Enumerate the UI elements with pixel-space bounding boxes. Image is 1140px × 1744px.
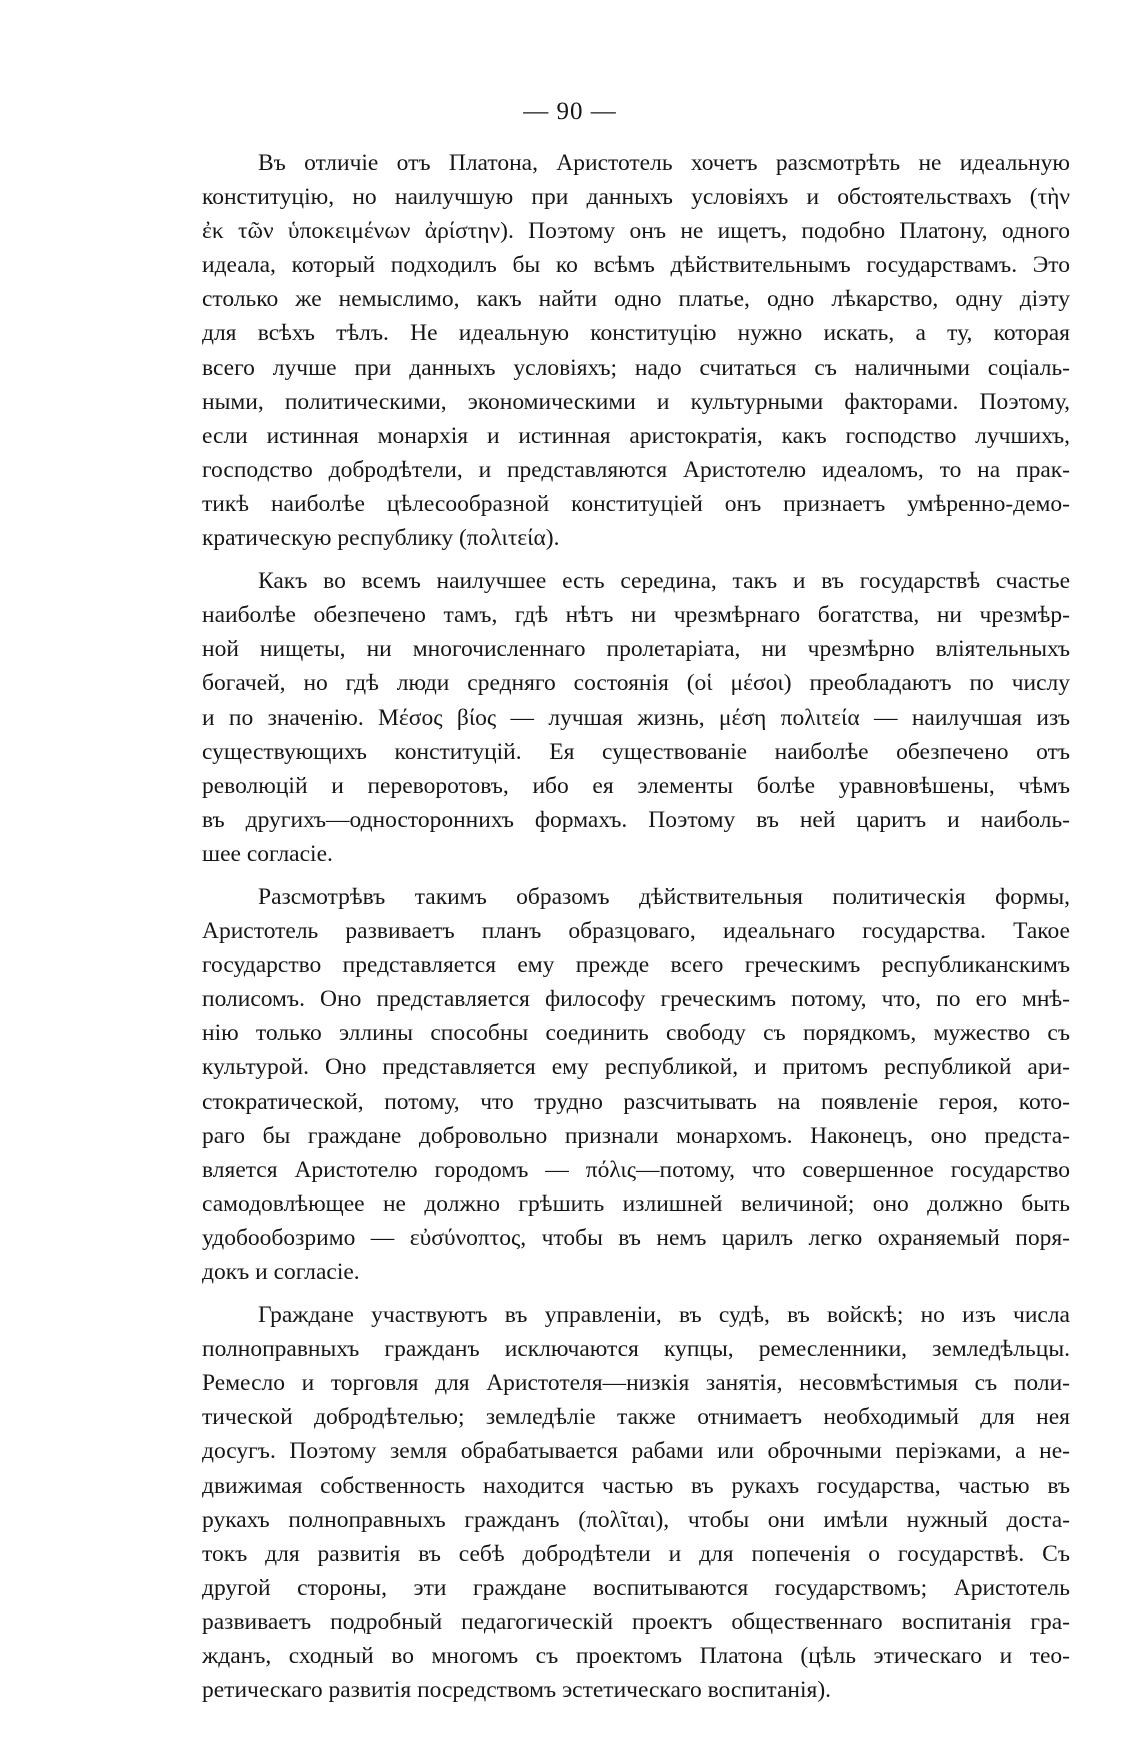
text-line: культурой. Оно представляется ему республикой, и притомъ республикой ари-	[202, 1054, 1070, 1081]
text-line: Граждане участвуютъ въ управленіи, въ судѣ, въ войскѣ; но изъ числа	[258, 1302, 1070, 1329]
paragraph	[202, 880, 1070, 1289]
text-line: ными, политическими, экономическими и культурными факторами. Поэтому,	[202, 388, 1070, 415]
text-line: Ремесло и торговля для Аристотеля—низкія занятія, несовмѣстимыя съ поли-	[202, 1370, 1070, 1397]
text-line: всего лучше при данныхъ условіяхъ; надо считаться съ наличными соціаль-	[202, 354, 1070, 381]
text-line: для всѣхъ тѣлъ. Не идеальную конституцію нужно искать, а ту, которая	[202, 320, 1070, 347]
text-line: ной нищеты, ни многочисленнаго пролетаріата, ни чрезмѣрно вліятельныхъ	[202, 636, 1070, 663]
text-line: удобообозримо — εὐσύνοπτος, чтобы въ немъ царилъ легко охраняемый поря-	[202, 1224, 1070, 1251]
text-line: развиваетъ подробный педагогическій проектъ общественнаго воспитанія гра-	[202, 1608, 1070, 1635]
text-line: тической добродѣтелью; земледѣліе также отнимаетъ необходимый для нея	[202, 1404, 1070, 1431]
text-line: идеала, который подходилъ бы ко всѣмъ дѣйствительнымъ государствамъ. Это	[202, 252, 1070, 279]
text-line: ретическаго развитія посредствомъ эстетическаго воспитанія).	[202, 1677, 832, 1704]
text-line: наиболѣе обезпечено тамъ, гдѣ нѣтъ ни чрезмѣрнаго богатства, ни чрезмѣр-	[202, 602, 1070, 629]
text-line: богачей, но гдѣ люди средняго состоянія (οἱ μέσοι) преобладаютъ по числу	[202, 670, 1070, 697]
text-line: ἐκ τῶν ὑποκειμένων ἀρίστην). Поэтому онъ не ищетъ, подобно Платону, одного	[202, 218, 1070, 245]
text-line: вляется Аристотелю городомъ — πόλις—потому, что совершенное государство	[202, 1156, 1070, 1183]
text-line: стократической, потому, что трудно разсчитывать на появленіе героя, кото-	[202, 1088, 1070, 1115]
text-line: революцій и переворотовъ, ибо ея элементы болѣе уравновѣшены, чѣмъ	[202, 772, 1070, 799]
text-line: если истинная монархія и истинная аристократія, какъ господство лучшихъ,	[202, 422, 1070, 449]
text-line: въ другихъ—одностороннихъ формахъ. Поэтому въ ней царитъ и наиболь-	[202, 806, 1070, 833]
text-line: токъ для развитія въ себѣ добродѣтели и для попеченія о государствѣ. Съ	[202, 1540, 1070, 1567]
text-line: кратическую республику (πολιτεία).	[202, 525, 560, 552]
text-line: тикѣ наиболѣе цѣлесообразной конституціей онъ признаетъ умѣренно-демо-	[202, 490, 1070, 517]
text-line: полноправныхъ гражданъ исключаются купцы, ремесленники, земледѣльцы.	[202, 1336, 1070, 1363]
text-line: докъ и согласіе.	[202, 1259, 360, 1285]
text-line: полисомъ. Оно представляется философу греческимъ потому, что, по его мнѣ-	[202, 986, 1070, 1013]
text-line: Аристотель развиваетъ планъ образцоваго, идеальнаго государства. Такое	[202, 918, 1070, 945]
text-line: движимая собственность находится частью въ рукахъ государства, частью въ	[202, 1472, 1070, 1499]
paragraph	[202, 146, 1070, 555]
text-line: Какъ во всемъ наилучшее есть середина, такъ и въ государствѣ счастье	[258, 568, 1070, 595]
paragraph	[202, 1298, 1070, 1707]
text-line: конституцію, но наилучшую при данныхъ условіяхъ и обстоятельствахъ (τὴν	[202, 184, 1070, 211]
text-line: Въ отличіе отъ Платона, Аристотель хочетъ разсмотрѣть не идеальную	[258, 150, 1070, 176]
text-line: досугъ. Поэтому земля обрабатывается рабами или оброчными періэками, а не-	[202, 1438, 1070, 1465]
page-number: — 90 —	[523, 98, 617, 125]
body-text	[202, 146, 1070, 1707]
text-line: жданъ, сходный во многомъ съ проектомъ Платона (цѣль этическаго и тео-	[202, 1643, 1070, 1670]
text-line: самодовлѣющее не должно грѣшить излишней величиной; оно должно быть	[202, 1190, 1070, 1217]
text-line: нію только эллины способны соединить свободу съ порядкомъ, мужество съ	[202, 1020, 1070, 1047]
text-line: другой стороны, эти граждане воспитываются государствомъ; Аристотель	[202, 1574, 1070, 1601]
text-line: и по значенію. Μέσος βίος — лучшая жизнь, μέση πολιτεία — наилучшая изъ	[202, 704, 1070, 731]
text-line: шее согласіе.	[202, 840, 333, 867]
text-line: Разсмотрѣвъ такимъ образомъ дѣйствительныя политическія формы,	[258, 883, 1070, 910]
paragraph	[202, 564, 1070, 871]
text-line: существующихъ конституцій. Ея существованіе наиболѣе обезпечено отъ	[202, 738, 1070, 765]
text-line: рукахъ полноправныхъ гражданъ (πολῖται), чтобы они имѣли нужный доста-	[202, 1506, 1070, 1533]
text-line: раго бы граждане добровольно признали монархомъ. Наконецъ, оно предста-	[202, 1122, 1070, 1149]
text-line: столько же немыслимо, какъ найти одно платье, одно лѣкарство, одну діэту	[202, 286, 1070, 313]
text-line: государство представляется ему прежде всего греческимъ республиканскимъ	[202, 952, 1070, 979]
text-line: господство добродѣтели, и представляются Аристотелю идеаломъ, то на прак-	[202, 456, 1070, 483]
